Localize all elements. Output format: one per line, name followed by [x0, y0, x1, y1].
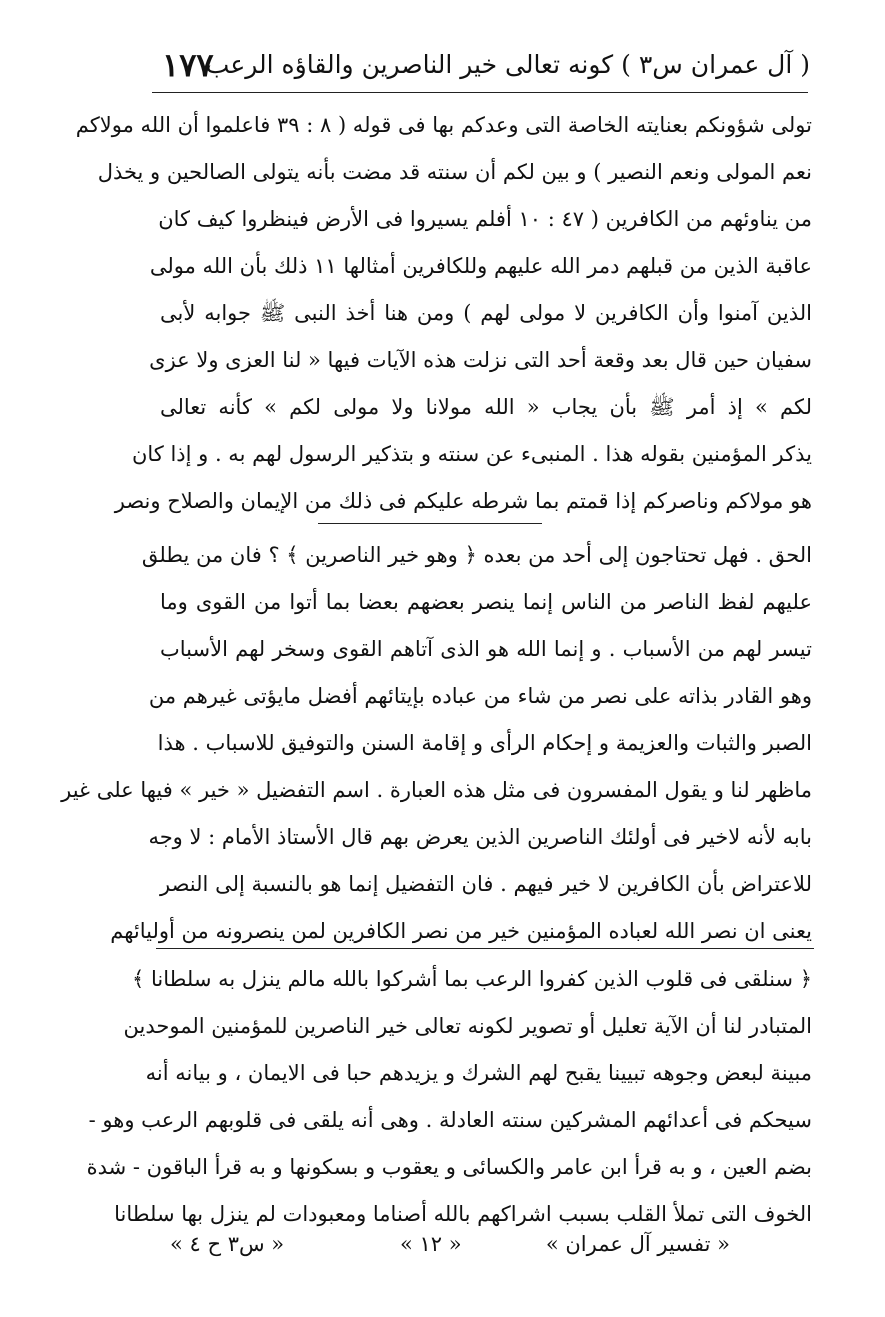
text-line: عليهم لفظ الناصر من الناس إنما ينصر بعضهم بعضا بما أتوا من القوى وما — [160, 590, 812, 614]
text-line: يذكر المؤمنين بقوله هذا . المنبىء عن سنته و بتذكير الرسول لهم به . و إذا كان — [131, 442, 812, 466]
text-line: يعنى ان نصر الله لعباده المؤمنين خير من نصر الكافرين لمن ينصرونه من أوليائهم — [110, 919, 812, 943]
text-line: من يناوئهم من الكافرين ( ٤٧ : ١٠ أفلم يسيروا فى الأرض فينظروا كيف كان — [158, 207, 812, 231]
text-line: الذين آمنوا وأن الكافرين لا مولى لهم ) ومن هنا أخذ النبى ﷺ جوابه لأبى — [160, 301, 812, 325]
text-line: مبينة لبعض وجوهه تبيينا يقبح لهم الشرك و يزيدهم حبا فى الايمان ، و بيانه أنه — [145, 1061, 812, 1085]
text-line: الخوف التى تملأ القلب بسبب اشراكهم بالله أصناما ومعبودات لم ينزل بها سلطانا — [114, 1202, 812, 1226]
page-number: ١٧٧ — [162, 46, 214, 84]
footer-book-title: « تفسير آل عمران » — [545, 1232, 730, 1256]
text-line: ماظهر لنا و يقول المفسرون فى مثل هذه العبارة . اسم التفضيل « خير » فيها على غير — [61, 778, 812, 802]
text-line: نعم المولى ونعم النصير ) و بين لكم أن سنته قد مضت بأنه يتولى الصالحين و يخذل — [97, 160, 812, 184]
section-divider — [318, 523, 542, 524]
text-line: سيحكم فى أعدائهم المشركين سنته العادلة . وهى أنه يلقى فى قلوبهم الرعب وهو - — [88, 1108, 812, 1132]
header-title: ( آل عمران س٣ ) كونه تعالى خير الناصرين والقاؤه الرعب — [205, 50, 810, 79]
text-line: بضم العين ، و به قرأ ابن عامر والكسائى و يعقوب و بسكونها و به قرأ الباقون - شدة — [86, 1155, 812, 1179]
text-line: سفيان حين قال بعد وقعة أحد التى نزلت هذه الآيات فيها « لنا العزى ولا عزى — [149, 348, 812, 372]
footer-signature: « س٣ ح ٤ » — [170, 1232, 285, 1256]
text-line: وهو القادر بذاته على نصر من شاء من عباده بإيتائهم أفضل مايؤتى غيرهم من — [148, 684, 812, 708]
text-line: بابه لأنه لاخير فى أولئك الناصرين الذين يعرض بهم قال الأستاذ الأمام : لا وجه — [148, 825, 812, 849]
header-rule — [152, 92, 808, 93]
text-block-top — [75, 102, 812, 525]
text-block-main — [61, 532, 812, 955]
text-line: تولى شؤونكم بعنايته الخاصة التى وعدكم بها فى قوله ( ٨ : ٣٩ فاعلموا أن الله مولاكم — [75, 113, 812, 137]
text-block-bottom — [86, 956, 812, 1238]
text-line: هو مولاكم وناصركم إذا قمتم بما شرطه عليكم فى ذلك من الإيمان والصلاح ونصر — [114, 489, 812, 513]
text-line: لكم » إذ أمر ﷺ بأن يجاب « الله مولانا ولا مولى لكم » كأنه تعالى — [160, 395, 812, 419]
text-line: تيسر لهم من الأسباب . و إنما الله هو الذى آتاهم القوى وسخر لهم الأسباب — [160, 637, 812, 661]
text-line: الصبر والثبات والعزيمة و إحكام الرأى و إقامة السنن والتوفيق للاسباب . هذا — [157, 731, 812, 755]
text-line: ﴿ سنلقى فى قلوب الذين كفروا الرعب بما أشركوا بالله مالم ينزل به سلطانا ﴾ — [132, 967, 812, 991]
text-line: عاقبة الذين من قبلهم دمر الله عليهم وللكافرين أمثالها ١١ ذلك بأن الله مولى — [149, 254, 812, 278]
footer-sheet-number: « ١٢ » — [400, 1232, 462, 1256]
text-line: للاعتراض بأن الكافرين لا خير فيهم . فان التفضيل إنما هو بالنسبة إلى النصر — [160, 872, 812, 896]
page-footer — [170, 1232, 730, 1272]
text-line: المتبادر لنا أن الآية تعليل أو تصوير لكونه تعالى خير الناصرين للمؤمنين الموحدين — [123, 1014, 812, 1038]
running-header — [150, 44, 810, 90]
text-line: الحق . فهل تحتاجون إلى أحد من بعده ﴿ وهو خير الناصرين ﴾ ؟ فان من يطلق — [141, 543, 812, 567]
footnote-rule — [156, 948, 814, 949]
